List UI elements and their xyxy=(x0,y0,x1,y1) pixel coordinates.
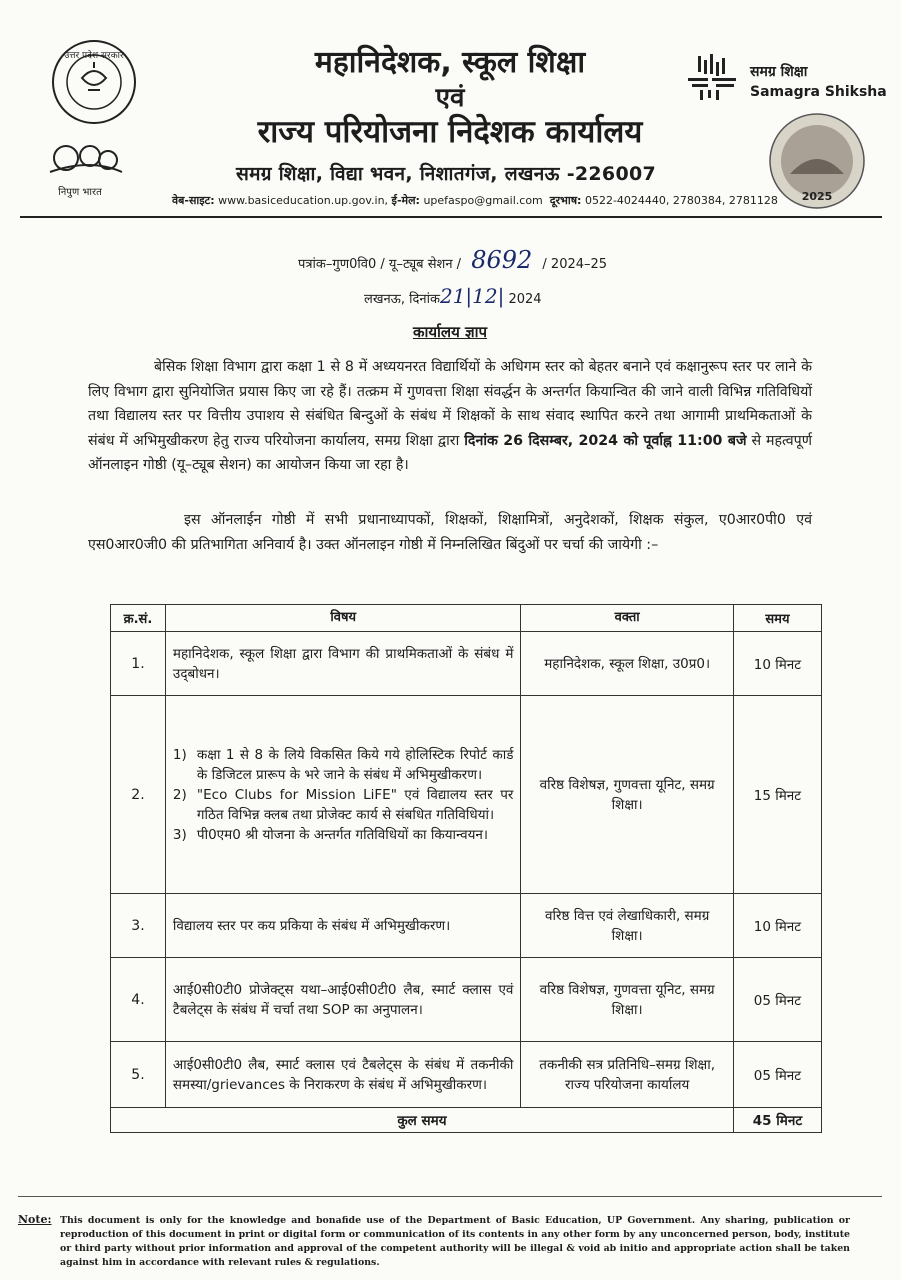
table-total-row xyxy=(111,1108,822,1133)
row-number: 3. xyxy=(111,894,166,958)
total-label: कुल समय xyxy=(111,1108,734,1133)
table-row xyxy=(111,632,822,696)
emblem-text: उत्तर प्रदेश सरकार xyxy=(64,51,124,61)
row-time: 10 मिनट xyxy=(733,632,821,696)
row-number: 1. xyxy=(111,632,166,696)
memo-title: कार्यालय ज्ञाप xyxy=(412,323,488,341)
row-subject-list xyxy=(173,745,514,845)
date-line xyxy=(364,284,542,308)
paragraph-2: इस ऑनलाईन गोष्ठी में सभी प्रधानाध्यापकों, शिक्षकों, शिक्षामित्रों, अनुदेशकों, शिक्षक संकुल, ए0आर0पी0 एवं एस0आर0जी0 की प्रतिभागिता अनिवार्य है। उक्त ऑनलाइन गोष्ठी में निम्नलिखित बिंदुओं पर चर्चा की जायेगी :– xyxy=(88,512,812,553)
agenda-table xyxy=(110,604,822,1133)
phone-label: दूरभाष: xyxy=(549,194,582,207)
row-speaker: वरिष्ठ विशेषज्ञ, गुणवत्ता यूनिट, समग्र शिक्षा। xyxy=(521,696,733,894)
list-item: 3) पी0एम0 श्री योजना के अन्तर्गत गतिविधियों का कियान्वयन। xyxy=(172,826,489,843)
paragraph-1 xyxy=(88,355,812,478)
header-time: समय xyxy=(733,605,821,632)
row-subject: विद्यालय स्तर पर कय प्रकिया के संबंध में अभिमुखीकरण। xyxy=(165,894,521,958)
date-handwritten: 21|12| xyxy=(439,284,505,308)
table-row xyxy=(111,958,822,1042)
row-speaker: वरिष्ठ वित्त एवं लेखाधिकारी, समग्र शिक्षा। xyxy=(521,894,733,958)
seal-year: 2025 xyxy=(801,190,833,203)
website-link[interactable]: www.basiceducation.up.gov.in, xyxy=(218,194,389,207)
header-title-line3: राज्य परियोजना निदेशक कार्यालय xyxy=(257,114,643,150)
header-speaker: वक्ता xyxy=(521,605,733,632)
row-time: 15 मिनट xyxy=(733,696,821,894)
row-time: 05 मिनट xyxy=(733,1042,821,1108)
samagra-shiksha-logo xyxy=(686,52,742,102)
samagra-shiksha-english: Samagra Shiksha xyxy=(750,84,887,100)
row-number: 4. xyxy=(111,958,166,1042)
header-subject: विषय xyxy=(165,605,521,632)
email-link[interactable]: upefaspo@gmail.com xyxy=(423,194,543,207)
row-subject xyxy=(165,696,521,894)
paragraph-1-bold: दिनांक 26 दिसम्बर, 2024 को पूर्वाह्न 11:00 बजे xyxy=(464,432,747,449)
samagra-shiksha-hindi: समग्र शिक्षा xyxy=(750,64,808,80)
row-speaker: तकनीकी सत्र प्रतिनिधि–समग्र शिक्षा, राज्य परियोजना कार्यालय xyxy=(521,1042,733,1108)
table-header-row xyxy=(111,605,822,632)
table-row xyxy=(111,1042,822,1108)
email-label: ई-मेल: xyxy=(391,194,420,207)
row-speaker: वरिष्ठ विशेषज्ञ, गुणवत्ता यूनिट, समग्र शिक्षा। xyxy=(521,958,733,1042)
header-title-line1: महानिदेशक, स्कूल शिक्षा xyxy=(314,45,586,80)
website-label: वेब-साइट: xyxy=(172,194,215,207)
total-time: 45 मिनट xyxy=(733,1108,821,1133)
row-time: 10 मिनट xyxy=(733,894,821,958)
reference-prefix: पत्रांक–गुण0वि0 / यू–ट्यूब सेशन / xyxy=(298,257,462,272)
row-number: 5. xyxy=(111,1042,166,1108)
up-government-emblem xyxy=(44,38,144,126)
header-rule xyxy=(20,216,882,218)
table-row xyxy=(111,696,822,894)
row-subject: आई0सी0टी0 लैब, स्मार्ट क्लास एवं टैबलेट्स के संबंध में तकनीकी समस्या/grievances के निराकरण के संबंध में अभिमुखीकरण। xyxy=(165,1042,521,1108)
reference-suffix: / 2024–25 xyxy=(542,257,608,272)
reference-handwritten-number: 8692 xyxy=(471,246,533,274)
paragraph-1-text-end: से महत्वपूर्ण ऑनलाइन गोष्ठी (यू–ट्यूब सेशन) का आयोजन किया जा रहा है। xyxy=(88,432,813,473)
paragraph-1-text: बेसिक शिक्षा विभाग द्वारा कक्षा 1 से 8 में अध्ययनरत विद्यार्थियों के अधिगम स्तर को बेहतर बनाने एवं कक्षानुरूप स्तर पर लाने के लिए विभाग द्वारा सुनियोजित प्रयास किए जा रहे हैं। तत्क्रम में गुणवत्ता शिक्षा संवर्द्धन के अन्तर्गत कियान्वित की जाने वाली विभिन्न गतिविधियों तथा विद्यालय स्तर पर वित्तीय उपाशय से संबंधित बिन्दुओं के संबंध में शिक्षकों के साथ संवाद स्थापित करने तथा आगामी प्राथमिकताओं के संबंध में अभिमुखीकरण हेतु राज्य परियोजना कार्यालय, समग्र शिक्षा द्वारा xyxy=(88,359,812,449)
mahakumbh-seal xyxy=(768,112,866,210)
row-subject: आई0सी0टी0 प्रोजेक्ट्स यथा–आई0सी0टी0 लैब, स्मार्ट क्लास एवं टैबलेट्स के संबंध में चर्चा तथा SOP का अनुपालन। xyxy=(165,958,521,1042)
list-item: 1) कक्षा 1 से 8 के लिये विकसित किये गये होलिस्टिक रिपोर्ट कार्ड के डिजिटल प्रारूप के भरे जाने के संबंध में अभिमुखीकरण। xyxy=(172,746,514,783)
table-row xyxy=(111,894,822,958)
header-title-line2: एवं xyxy=(435,83,465,113)
row-speaker: महानिदेशक, स्कूल शिक्षा, उ0प्र0। xyxy=(521,632,733,696)
footer-rule xyxy=(18,1196,882,1197)
list-item: 2) "Eco Clubs for Mission LiFE" एवं विद्यालय स्तर पर गठित विभिन्न क्लब तथा प्रोजेक्ट कार्य से संबधित गतिविधियां। xyxy=(172,786,514,823)
phone-numbers: 0522-4024440, 2780384, 2781128 xyxy=(584,194,778,207)
nipun-label: निपुण भारत xyxy=(58,187,102,198)
date-year: 2024 xyxy=(508,292,542,307)
header-address: समग्र शिक्षा, विद्या भवन, निशातगंज, लखनऊ -226007 xyxy=(235,163,656,185)
row-time: 05 मिनट xyxy=(733,958,821,1042)
reference-line xyxy=(298,246,607,274)
row-number: 2. xyxy=(111,696,166,894)
row-subject: महानिदेशक, स्कूल शिक्षा द्वारा विभाग की प्राथमिकताओं के संबंध में उद्‌बोधन। xyxy=(165,632,521,696)
date-prefix: लखनऊ, दिनांक xyxy=(364,292,440,307)
note-text: This document is only for the knowledge and bonafide use of the Department of Basic Education, UP Government. Any sharing, publication or reproduction of this document in print or digital form or communication of its contents in any other form by any unconcerned person, body, institute or third party without prior information and approval of the competent authority will be illegal & void ab initio and appropriate action shall be taken against him in accordance with relevant rules & regulations. xyxy=(60,1215,850,1268)
header-contact xyxy=(172,193,812,208)
header-serial: क्र.सं. xyxy=(111,605,166,632)
note-label: Note: xyxy=(18,1213,52,1226)
